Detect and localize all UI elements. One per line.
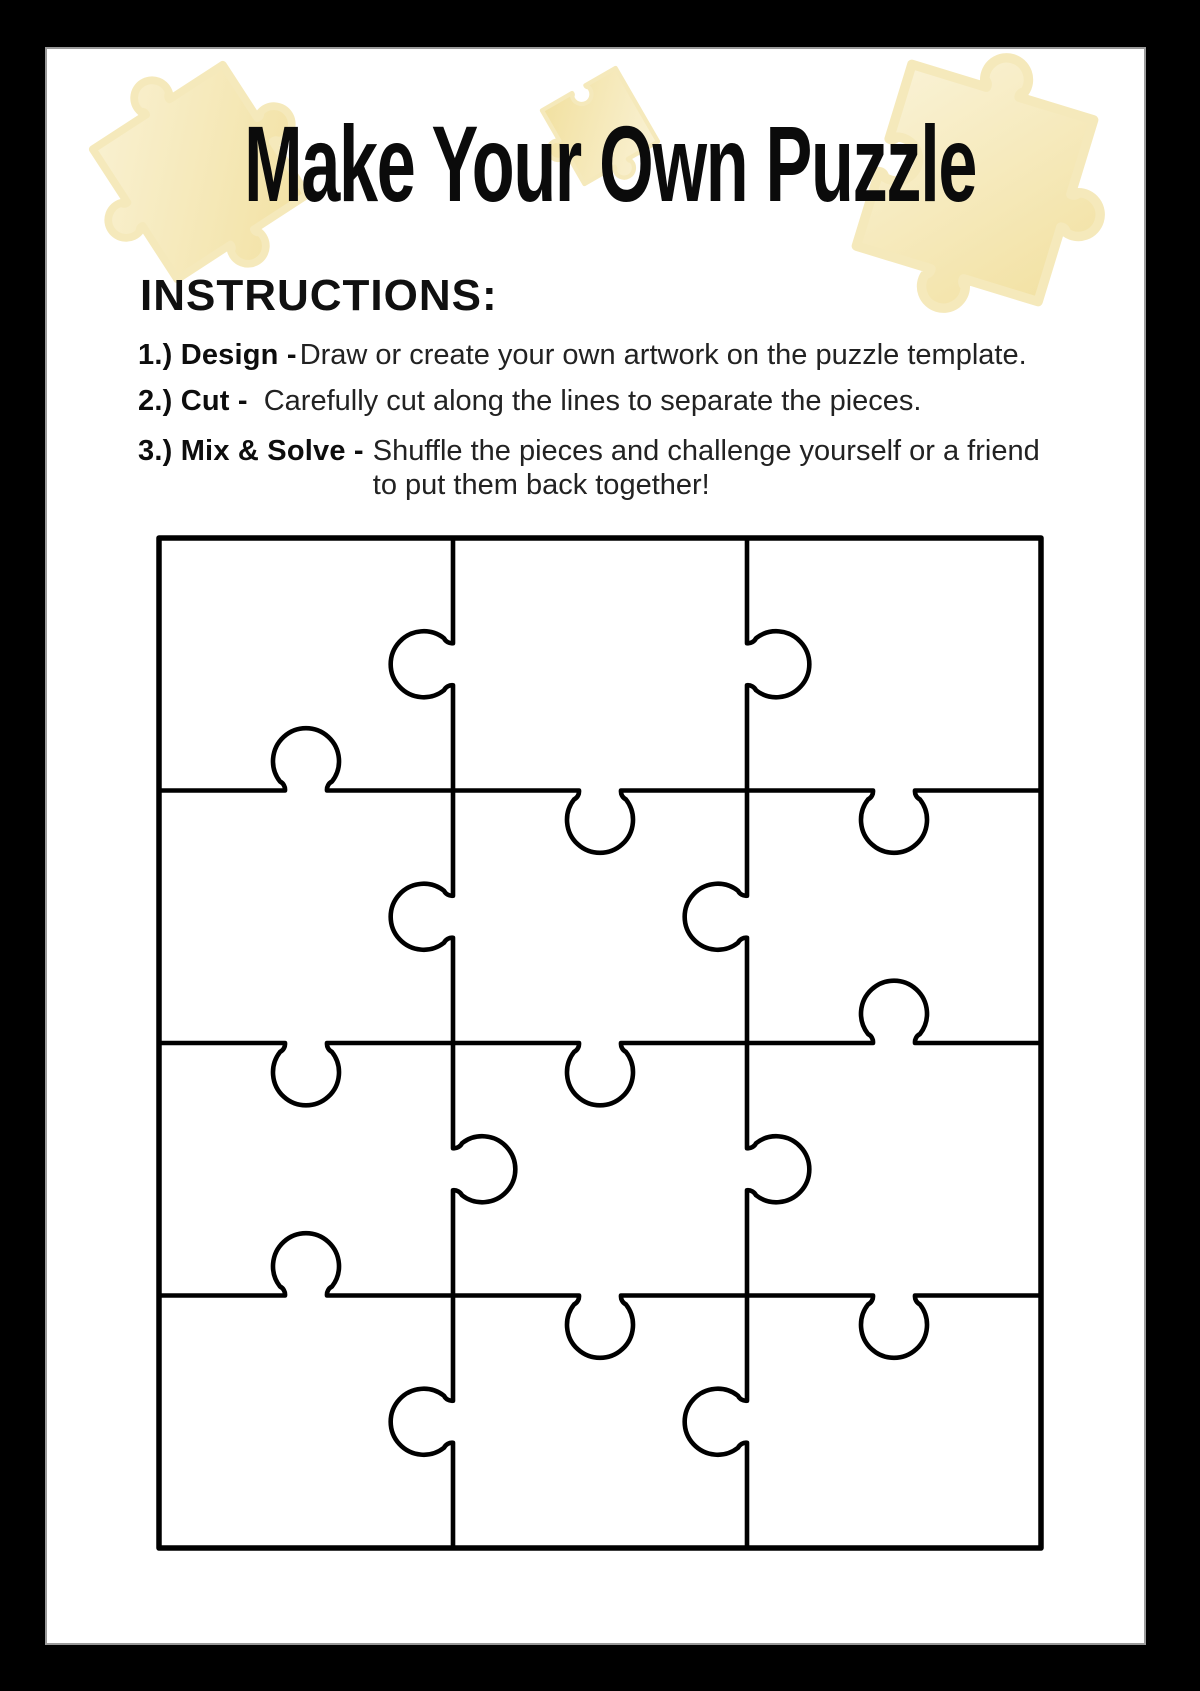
step-2-text: Carefully cut along the lines to separate the pieces.	[263, 385, 922, 417]
step-1-label: 1.) Design -	[138, 339, 297, 371]
instruction-step-design	[138, 338, 1043, 372]
puzzle-template-grid	[159, 538, 1041, 1548]
step-3-text-block	[373, 434, 1040, 502]
instruction-step-cut	[138, 384, 1043, 418]
page-title-text: Make Your Own Puzzle	[244, 103, 977, 224]
step-3-text-line1: Shuffle the pieces and challenge yourself or a friend	[372, 435, 1040, 467]
step-2-label: 2.) Cut -	[138, 385, 248, 417]
instructions-heading: INSTRUCTIONS:	[140, 271, 498, 320]
page-title	[47, 103, 1144, 224]
step-1-text: Draw or create your own artwork on the puzzle template.	[299, 339, 1027, 371]
instruction-step-mix-solve	[138, 434, 1043, 502]
step-3-label: 3.) Mix & Solve -	[138, 435, 364, 467]
step-3-text-line2: to put them back together!	[372, 469, 710, 501]
